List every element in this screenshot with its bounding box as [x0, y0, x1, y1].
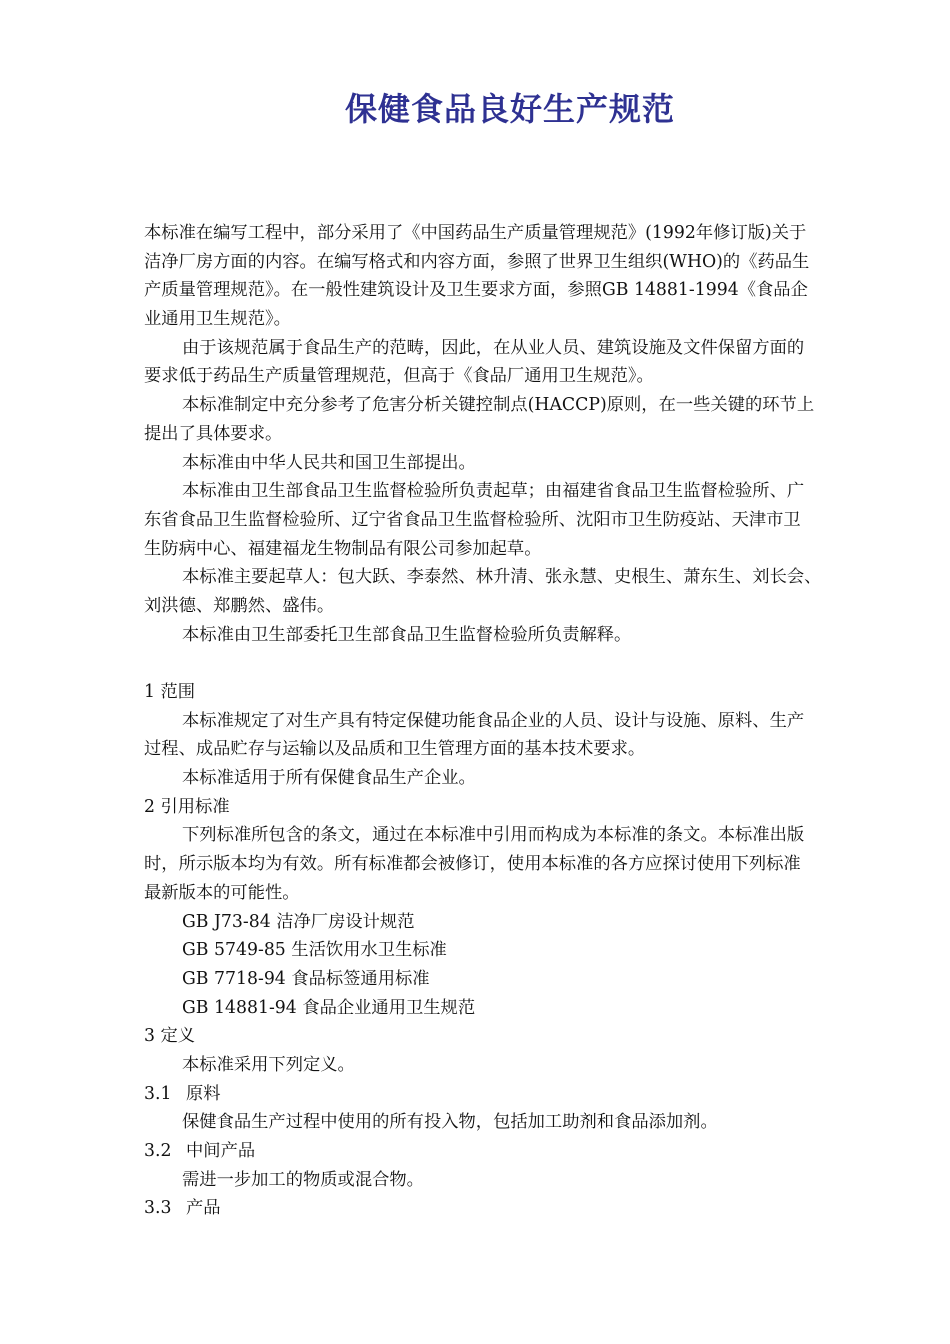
text-line: 本标准主要起草人：包大跃、李泰然、林升清、张永慧、史根生、萧东生、刘长会、 [182, 567, 822, 588]
section-heading: 3 定义 [144, 1026, 196, 1047]
section-heading: 1 范围 [144, 682, 196, 702]
reference-item: GB J73-84 洁净厂房设计规范 [182, 911, 415, 932]
definition-term: 中间产品 [186, 1141, 256, 1161]
text-line: 本标准由卫生部食品卫生监督检验所负责起草；由福建省食品卫生监督检验所、广 [182, 481, 805, 502]
text-line: 要求低于药品生产质量管理规范，但高于《食品厂通用卫生规范》。 [144, 366, 654, 387]
preface-paragraph-5 [144, 477, 879, 563]
section-heading: 2 引用标准 [144, 796, 230, 817]
page-title: 保健食品良好生产规范 [344, 90, 675, 128]
reference-item: GB 14881-94 食品企业通用卫生规范 [182, 997, 476, 1018]
text-line: 提出了具体要求。 [144, 423, 283, 444]
preface-paragraph-6 [144, 563, 879, 620]
text-line: 本标准适用于所有保健食品生产企业。 [182, 768, 476, 789]
reference-item: GB 7718-94 食品标签通用标准 [182, 968, 430, 989]
text-line: 过程、成品贮存与运输以及品质和卫生管理方面的基本技术要求。 [144, 739, 646, 760]
section-scope [144, 678, 879, 793]
definition-heading [144, 1137, 879, 1166]
definition-heading [144, 1194, 879, 1223]
definition-text: 保健食品生产过程中使用的所有投入物，包括加工助剂和食品添加剂。 [182, 1112, 718, 1133]
text-line: 生防病中心、福建福龙生物制品有限公司参加起草。 [144, 538, 542, 559]
text-line: 洁净厂房方面的内容。在编写格式和内容方面，参照了世界卫生组织(WHO)的《药品生 [144, 251, 810, 272]
preface-paragraph-7 [144, 621, 879, 650]
preface-paragraph-3 [144, 391, 879, 448]
definition-term: 产品 [186, 1198, 221, 1219]
definition-heading [144, 1080, 879, 1109]
definition-number: 3.2 [144, 1141, 172, 1161]
text-line: 刘洪德、郑鹏然、盛伟。 [144, 595, 335, 616]
definition-text: 需进一步加工的物质或混合物。 [182, 1169, 424, 1190]
section-referenced-standards [144, 793, 879, 1023]
preface-paragraph-1 [144, 219, 879, 334]
text-line: 时，所示版本均为有效。所有标准都会被修订，使用本标准的各方应探讨使用下列标准 [144, 854, 801, 875]
preface-paragraph-2 [144, 334, 879, 391]
text-line: 最新版本的可能性。 [144, 882, 300, 903]
reference-item: GB 5749-85 生活饮用水卫生标准 [182, 940, 447, 961]
section-definitions [144, 1022, 879, 1223]
text-line: 业通用卫生规范》。 [144, 309, 291, 330]
document-body [144, 219, 879, 1223]
text-line: 本标准由中华人民共和国卫生部提出。 [182, 452, 476, 473]
text-line: 由于该规范属于食品生产的范畴，因此，在从业人员、建筑设施及文件保留方面的 [182, 337, 805, 358]
definition-number: 3.3 [144, 1198, 172, 1219]
text-line: 本标准采用下列定义。 [182, 1054, 355, 1075]
text-line: 本标准规定了对生产具有特定保健功能食品企业的人员、设计与设施、原料、生产 [182, 710, 805, 731]
text-line: 本标准在编写工程中，部分采用了《中国药品生产质量管理规范》(1992年修订版)关于 [144, 223, 807, 243]
text-line: 本标准由卫生部委托卫生部食品卫生监督检验所负责解释。 [182, 624, 632, 645]
text-line: 下列标准所包含的条文，通过在本标准中引用而构成为本标准的条文。本标准出版 [182, 825, 805, 846]
text-line: 本标准制定中充分参考了危害分析关键控制点(HACCP)原则，在一些关键的环节上 [182, 395, 815, 416]
text-line: 东省食品卫生监督检验所、辽宁省食品卫生监督检验所、沈阳市卫生防疫站、天津市卫 [144, 509, 801, 530]
definition-term: 原料 [186, 1083, 221, 1104]
preface-paragraph-4 [144, 449, 879, 478]
definition-number: 3.1 [144, 1083, 172, 1104]
spacer [144, 649, 879, 678]
text-line: 产质量管理规范》。在一般性建筑设计及卫生要求方面，参照GB 14881-1994《食品企 [144, 280, 808, 301]
